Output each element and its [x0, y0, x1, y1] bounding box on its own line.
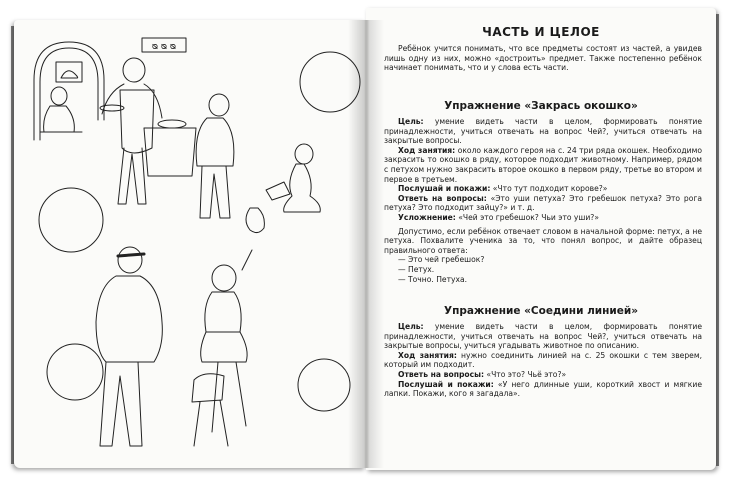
ex2-listen: Послушай и покажи: «У него длинные уши, короткий хвост и мягкие лапки. Покажи, кого я загадала».: [384, 379, 702, 399]
ex2-goal: Цель: умение видеть части в целом, формировать понятие принадлежности, учиться отвечать на вопрос Чей?, учиться отвечать на закрытые вопросы, учиться угадывать животное по описанию.: [384, 322, 702, 351]
coloring-illustration: [14, 20, 366, 468]
ex1-hard: Усложнение: «Чей это гребешок? Чьи это уши?»: [398, 212, 599, 222]
ex1-course: Ход занятия: около каждого героя на с. 24 три ряда окошек. Необходимо закрасить то окошко в ряду, которое подходит животному. Например, рядом с петухом нужно закрасить второе окошко в первом ряду, третье во втором и первое в третьем.: [384, 145, 702, 184]
ex1-goal: Цель: умение видеть части в целом, формировать понятие принадлежности, учиться отвечать на вопрос Чей?, учиться отвечать на закрытые вопросы.: [384, 117, 702, 146]
table: [144, 128, 196, 176]
watering-can: [266, 182, 290, 200]
child-body: [44, 106, 75, 132]
man-legs: [200, 166, 230, 218]
dog-picture: [61, 71, 78, 78]
exercise2-title: Упражнение «Соедини линией»: [443, 305, 638, 317]
girl2-skirt: [201, 332, 247, 362]
ex1-answer: Ответь на вопросы: «Это уши петуха? Это гребешок петуха? Это рога петуха? Это подходит зайцу?» и т. д.: [384, 193, 702, 213]
dialog-line: — Точно. Петуха.: [398, 274, 468, 284]
girl2-body: [205, 292, 241, 332]
girl-head: [295, 144, 313, 164]
blindfolded-man-body: [96, 276, 162, 362]
coloring-circle: [298, 359, 350, 411]
girl2-head: [212, 265, 236, 291]
page-title: ЧАСТЬ И ЦЕЛОЕ: [482, 25, 600, 39]
dialog-line: — Это чей гребешок?: [398, 255, 485, 265]
man-body: [196, 118, 234, 166]
blindfolded-man-legs: [100, 362, 142, 446]
waiter-legs: [118, 148, 146, 204]
waiter-head: [123, 58, 145, 82]
man-head: [209, 94, 229, 116]
ex2-answer: Ответь на вопросы: «Что это? Чьё это?»: [398, 369, 567, 379]
exercise2-body: [384, 322, 702, 399]
blindfolded-man-head: [118, 247, 142, 273]
arched-doorway: [34, 42, 104, 140]
coloring-circle: [300, 52, 360, 112]
ex2-course: Ход занятия: нужно соединить линией на с. 25 окошки с тем зверем, который им подходит.: [384, 350, 702, 370]
blindfold: [118, 254, 144, 256]
ex1-note: Допустимо, если ребёнок отвечает словом в начальной форме: петух, а не петуха. Похвалите ученика за то, что понял вопрос, и дайте образец правильного ответа:: [384, 226, 702, 255]
intro-paragraph: [384, 44, 702, 73]
exercise1-title: Упражнение «Закрась окошко»: [444, 100, 638, 112]
wall-sign-text: ᴓ ᴓ ᴓ: [151, 42, 177, 52]
picture-frame: [56, 62, 82, 82]
waiter-body: [102, 84, 162, 153]
child-head: [51, 87, 67, 105]
potted-plant: [246, 208, 264, 233]
right-page-edge: [716, 14, 719, 466]
coloring-circle: [39, 188, 103, 252]
spoon: [242, 250, 252, 270]
intro-text: Ребёнок учится понимать, что все предметы состоят из частей, а увидев лишь одну из них, можно «достроить» предмет. Также постепенно ребёнок начинает понимать, что и у слова есть части.: [384, 44, 702, 73]
girl2-legs: [212, 362, 246, 432]
chair: [192, 374, 228, 446]
ex1-listen: Послушай и покажи: «Что тут подходит корове?»: [398, 184, 608, 194]
girl-body: [284, 164, 321, 212]
coloring-circle: [47, 344, 103, 400]
exercise1-body: [384, 117, 702, 284]
dialog-line: — Петух.: [398, 264, 435, 274]
